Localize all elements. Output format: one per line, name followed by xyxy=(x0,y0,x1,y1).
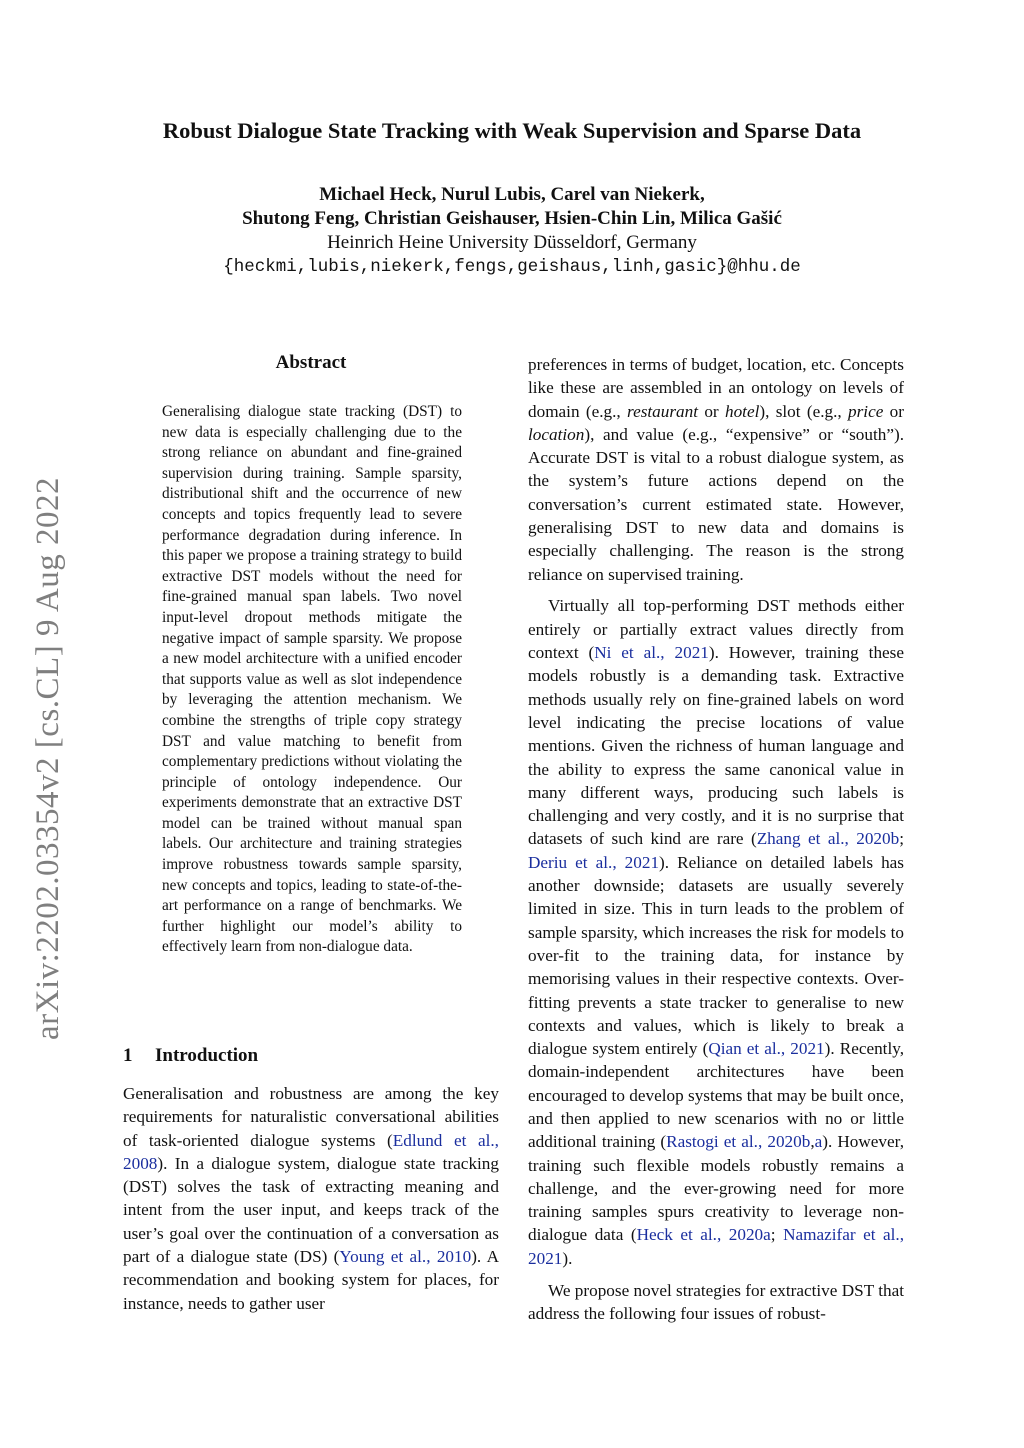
author-block xyxy=(0,183,1024,279)
text-span: ). A recommendation and booking system for places, for instance, needs to gather user xyxy=(123,1247,500,1313)
abstract-heading: Abstract xyxy=(275,352,347,373)
affiliation: Heinrich Heine University Düsseldorf, Germany xyxy=(327,232,697,253)
italic-term: location xyxy=(528,424,585,444)
paper-title: Robust Dialogue State Tracking with Weak Supervision and Sparse Data xyxy=(162,118,862,143)
section-number: 1 xyxy=(123,1045,133,1066)
intro-paragraph-continued xyxy=(528,353,904,586)
citation-link[interactable]: Heck et al., 2020a xyxy=(636,1225,771,1245)
italic-term: restaurant xyxy=(627,401,699,421)
text-span: or xyxy=(883,401,904,421)
italic-term: price xyxy=(848,401,884,421)
citation-link[interactable]: Rastogi et al., 2020b xyxy=(666,1132,811,1152)
authors-line-2: Shutong Feng, Christian Geishauser, Hsien-Chin Lin, Milica Gašić xyxy=(242,208,782,229)
arxiv-identifier: arXiv:2202.03354v2 [cs.CL] 9 Aug 2022 xyxy=(30,477,66,1040)
text-span: ). Recently, domain-independent architectures have been encouraged to develop systems that may be built once, and then applied to new scenarios with no or little additional training ( xyxy=(528,1039,904,1152)
text-span: Generalisation and robustness are among the key requirements for naturalistic conversational abilities of task-oriented dialogue systems ( xyxy=(123,1084,499,1150)
citation-link[interactable]: Qian et al., 2021 xyxy=(708,1039,825,1059)
text-span: ; xyxy=(899,829,904,849)
text-span: ). In a dialogue system, dialogue state tracking (DST) solves the task of extracting meaning and intent from the user input, and keeps track of the user’s goal over the continuation of a conversation as part of a dialogue state (DS) ( xyxy=(123,1153,499,1267)
text-span: ; xyxy=(770,1225,784,1245)
citation-link[interactable]: Edlund et al., 2008 xyxy=(123,1130,499,1173)
intro-paragraph-2 xyxy=(528,594,904,1270)
section-heading-introduction xyxy=(123,1044,258,1068)
citation-link[interactable]: Zhang et al., 2020b xyxy=(756,829,900,849)
intro-paragraph-3: We propose novel strategies for extractive DST that address the following four issues of robust- xyxy=(528,1280,904,1323)
intro-paragraph-1 xyxy=(123,1082,499,1315)
text-span: ), slot (e.g., xyxy=(759,401,849,421)
citation-link[interactable]: a xyxy=(814,1132,823,1152)
abstract-text: Generalising dialogue state tracking (DST) to new data is especially challenging due to the strong reliance on abundant and fine-grained supervision during training. Sample sparsity, distributional shift and the occurrence of new concepts and topics frequently lead to severe performance degradation during inference. In this paper we propose a training strategy to build extractive DST models without the need for fine-grained manual span labels. Two novel input-level dropout methods mitigate the negative impact of sample sparsity. We propose a new model architecture with a unified encoder that supports value as well as slot independence by leveraging the attention mechanism. We combine the strengths of triple copy strategy DST and value matching to benefit from complementary predictions without violating the principle of ontology independence. Our experiments demonstrate that an extractive DST model can be trained without manual span labels. Our architecture and training strategies improve robustness towards sample sparsity, new concepts and topics, leading to state-of-the-art performance on a range of benchmarks. We further highlight our model’s ability to effectively learn from non-dialogue data. xyxy=(162,403,462,956)
italic-term: hotel xyxy=(724,401,760,421)
text-span: Virtually all top-performing DST methods either entirely or partially extract values directly from context ( xyxy=(528,596,904,663)
text-span: preferences in terms of budget, location, etc. Concepts like these are assembled in an ontology on levels of domain (e.g., xyxy=(528,355,904,421)
text-span: , xyxy=(810,1132,815,1152)
text-span: ). However, training such flexible models robustly remains a challenge, and the ever-growing need for more training samples spurs creativity to leverage non-dialogue data ( xyxy=(528,1132,904,1245)
citation-link[interactable]: Ni et al., 2021 xyxy=(594,643,709,663)
citation-link[interactable]: Deriu et al., 2021 xyxy=(528,852,660,872)
intro-left-column xyxy=(123,1082,499,1315)
intro-right-column xyxy=(528,353,904,1325)
text-span: ), and value (e.g., “expensive” or “south”). Accurate DST is vital to a robust dialogue system, as the system’s future actions depend on the conversation’s current estimated state. However, generalising DST to new data and domains is especially challenging. The reason is the strong reliance on supervised training. xyxy=(528,424,904,584)
text-span: ). xyxy=(562,1248,573,1268)
text-span: ). However, training these models robustly is a demanding task. Extractive methods usually rely on fine-grained labels on word level indicating the precise locations of value mentions. Given the richness of human language and the ability to express the same canonical value in many different ways, producing such labels is challenging and very costly, and it is no surprise that datasets of such kind are rare ( xyxy=(528,643,904,849)
citation-link[interactable]: Namazifar et al., 2021 xyxy=(528,1225,905,1268)
authors-line-1: Michael Heck, Nurul Lubis, Carel van Niekerk, xyxy=(319,184,705,205)
section-title: Introduction xyxy=(155,1045,259,1066)
author-emails: {heckmi,lubis,niekerk,fengs,geishaus,linh,gasic}@hhu.de xyxy=(223,257,801,277)
text-span: ). Reliance on detailed labels has another downside; datasets are usually severely limited in size. This in turn leads to the problem of sample sparsity, which increases the risk for models to over-fit to the training data, for instance by memorising values in their respective contexts. Over-fitting prevents a state tracker to generalise to new contexts and values, which is likely to break a dialogue system entirely ( xyxy=(528,852,904,1059)
text-span: or xyxy=(698,401,725,421)
citation-link[interactable]: Young et al., 2010 xyxy=(339,1247,472,1267)
